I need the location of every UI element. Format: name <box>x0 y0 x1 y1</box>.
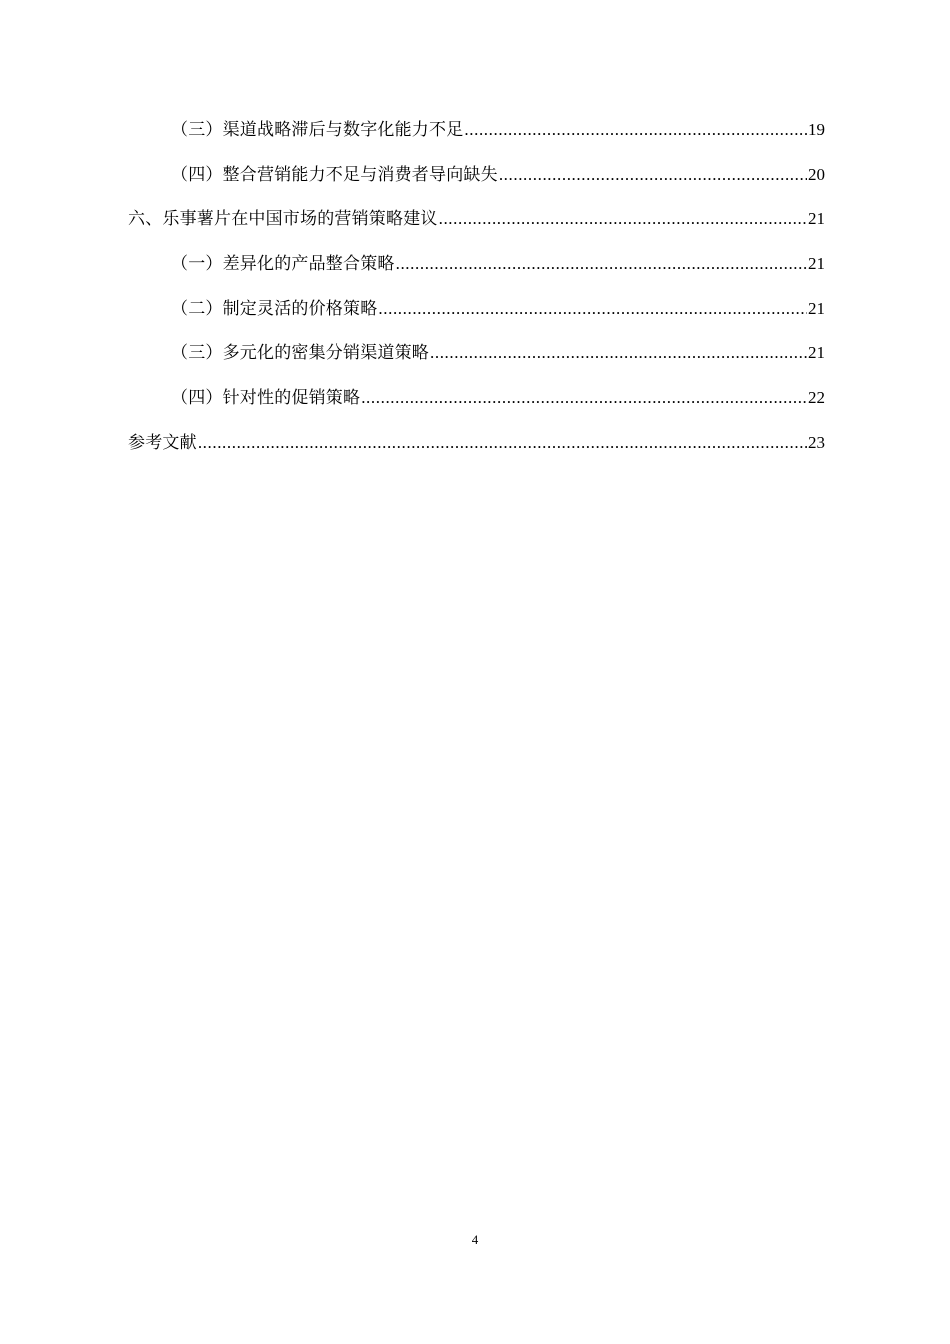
toc-entry-title: （一）差异化的产品整合策略 <box>171 254 395 275</box>
toc-dot-leader <box>361 384 807 412</box>
toc-entry-channel-strategy-lag[interactable] <box>128 116 825 161</box>
toc-dot-leader <box>396 250 807 278</box>
toc-entry-product-strategy[interactable] <box>128 250 825 295</box>
toc-entry-references[interactable] <box>128 429 825 474</box>
toc-dot-leader <box>439 205 807 233</box>
toc-entry-integrated-marketing-gap[interactable] <box>128 161 825 206</box>
toc-entry-distribution-strategy[interactable] <box>128 339 825 384</box>
toc-entry-page: 21 <box>808 254 825 274</box>
table-of-contents <box>128 116 825 474</box>
page-number: 4 <box>471 1232 479 1247</box>
toc-dot-leader <box>464 116 807 144</box>
toc-entry-title: （三）渠道战略滞后与数字化能力不足 <box>171 120 464 140</box>
toc-entry-page: 21 <box>808 343 825 363</box>
toc-entry-page: 21 <box>808 298 825 318</box>
toc-entry-title: （二）制定灵活的价格策略 <box>171 298 378 319</box>
toc-entry-page: 19 <box>808 120 825 139</box>
toc-dot-leader <box>198 429 807 457</box>
toc-entry-section-six[interactable] <box>128 205 825 250</box>
toc-dot-leader <box>378 295 807 323</box>
toc-entry-page: 20 <box>808 164 825 184</box>
toc-entry-page: 22 <box>808 388 825 408</box>
toc-dot-leader <box>499 161 807 189</box>
toc-entry-title: 参考文献 <box>128 432 197 453</box>
toc-entry-price-strategy[interactable] <box>128 295 825 340</box>
toc-entry-title: （四）针对性的促销策略 <box>171 388 361 409</box>
toc-entry-title: 六、乐事薯片在中国市场的营销策略建议 <box>128 209 438 230</box>
toc-entry-promotion-strategy[interactable] <box>128 384 825 429</box>
toc-entry-page: 23 <box>808 432 825 452</box>
toc-entry-title: （四）整合营销能力不足与消费者导向缺失 <box>171 164 498 185</box>
toc-entry-title: （三）多元化的密集分销渠道策略 <box>171 343 429 364</box>
toc-dot-leader <box>430 339 807 367</box>
toc-entry-page: 21 <box>808 209 825 229</box>
